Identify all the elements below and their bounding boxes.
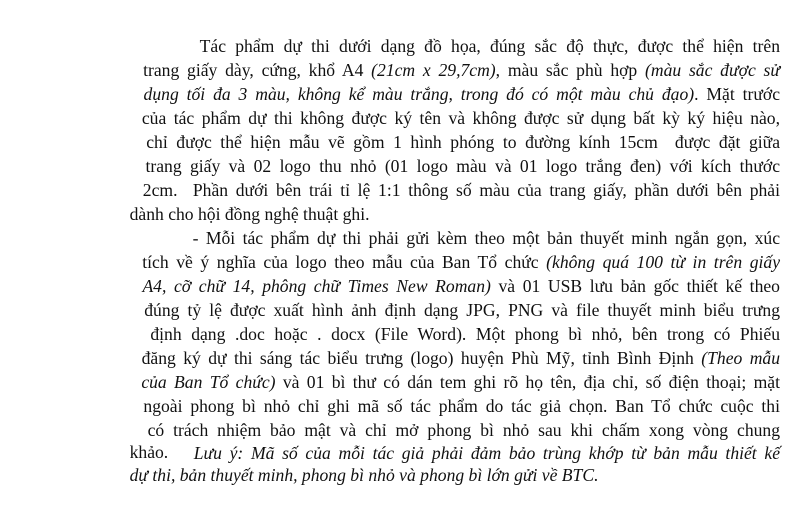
italic-text-run: A4, cỡ chữ 14, phông chữ Times New Roman) — [142, 276, 491, 296]
paragraph-1-line-1 — [163, 13, 780, 56]
paragraph-1-line-2 — [112, 37, 780, 80]
italic-text-run: (Theo mẫu — [701, 348, 780, 368]
paragraph-2-line-6 — [112, 325, 780, 368]
text-run: và 01 USB lưu bản gốc thiết kế theo — [490, 276, 780, 296]
paragraph-1-line-7 — [112, 157, 780, 200]
paragraph-2-line-4 — [112, 277, 780, 320]
text-run: tích về ý nghĩa của logo theo mẫu của Ban Tổ chức — [142, 252, 547, 272]
text-run: ngoài phong bì nhỏ chỉ ghi mã số tác phẩm do tác giả chọn. Ban Tổ chức cuộc thi — [143, 396, 780, 416]
paragraph-2-line-3 — [112, 253, 780, 296]
italic-text-run: Lưu ý: Mã số của mỗi tác giả phải đảm bảo trùng khớp từ bản mẫu thiết kế — [193, 443, 780, 463]
paragraph-2-line-8 — [112, 373, 780, 416]
paragraph-2-line-1 — [163, 205, 781, 248]
text-run: đúng tỷ lệ được xuất hình ảnh định dạng JPG, PNG và file thuyết minh biểu trưng — [144, 300, 780, 320]
paragraph-1-line-5 — [112, 109, 781, 152]
note-line-1 — [163, 420, 780, 463]
text-run: và 01 bì thư có dán tem ghi rõ họ tên, địa chỉ, số điện thoại; mặt — [275, 372, 781, 392]
text-run: , màu sắc phù hợp — [495, 60, 646, 80]
italic-text-run: (không quá 100 từ in trên giấy — [546, 252, 781, 272]
italic-text-run: (màu sắc được sử — [645, 60, 780, 80]
paragraph-1-line-8 — [112, 181, 780, 224]
paragraph-2-line-7 — [112, 349, 781, 392]
text-run: Tác phẩm dự thi dưới dạng đồ họa, đúng sắc độ thực, được thể hiện trên — [199, 36, 780, 56]
text-run: của tác phẩm dự thi không được ký tên và không được sử dụng bất kỳ ký hiệu nào, — [141, 108, 781, 128]
text-run: trang giấy và 02 logo thu nhỏ (01 logo màu và 01 logo trắng đen) với kích thước — [145, 156, 781, 176]
text-run: trang giấy dày, cứng, khổ A4 — [143, 60, 372, 80]
paragraph-2-line-9 — [112, 397, 781, 440]
paragraph-1-line-6 — [112, 133, 781, 176]
italic-text-run: của Ban Tổ chức) — [141, 372, 276, 392]
italic-text-run: (21cm x 29,7cm) — [371, 60, 496, 80]
text-run: khảo. — [129, 442, 169, 462]
text-run: dành cho hội đồng nghệ thuật ghi. — [129, 204, 370, 224]
note-line-2 — [112, 442, 780, 485]
text-run: đăng ký dự thi sáng tác biểu trưng (logo) huyện Phù Mỹ, tỉnh Bình Định — [141, 348, 702, 368]
paragraph-1-line-3 — [112, 61, 781, 104]
italic-text-run: dự thi, bản thuyết minh, phong bì nhỏ và phong bì lớn gửi về BTC. — [129, 465, 599, 485]
text-run: có trách nhiệm bảo mật và chỉ mở phong bì nhỏ sau khi chấm xong vòng chung — [147, 420, 781, 440]
text-run: chỉ được thể hiện mẫu vẽ gồm 1 hình phóng to đường kính 15cm được đặt giữa — [146, 132, 781, 152]
paragraph-2-line-2 — [112, 229, 781, 272]
italic-text-run: dụng tối đa 3 màu, không kể màu trắng, trong đó có một màu chủ đạo) — [143, 84, 695, 104]
paragraph-2-line-5 — [112, 301, 780, 344]
text-run: 2cm. Phần dưới bên trái tỉ lệ 1:1 thông số màu của trang giấy, phần dưới bên phải — [142, 180, 780, 200]
text-run: . Mặt trước — [694, 84, 781, 104]
text-run: - Mỗi tác phẩm dự thi phải gửi kèm theo một bản thuyết minh ngắn gọn, xúc — [192, 228, 781, 248]
paragraph-1-line-4 — [112, 85, 781, 128]
text-run: định dạng .doc hoặc . docx (File Word). Một phong bì nhỏ, bên trong có Phiếu — [150, 324, 780, 344]
